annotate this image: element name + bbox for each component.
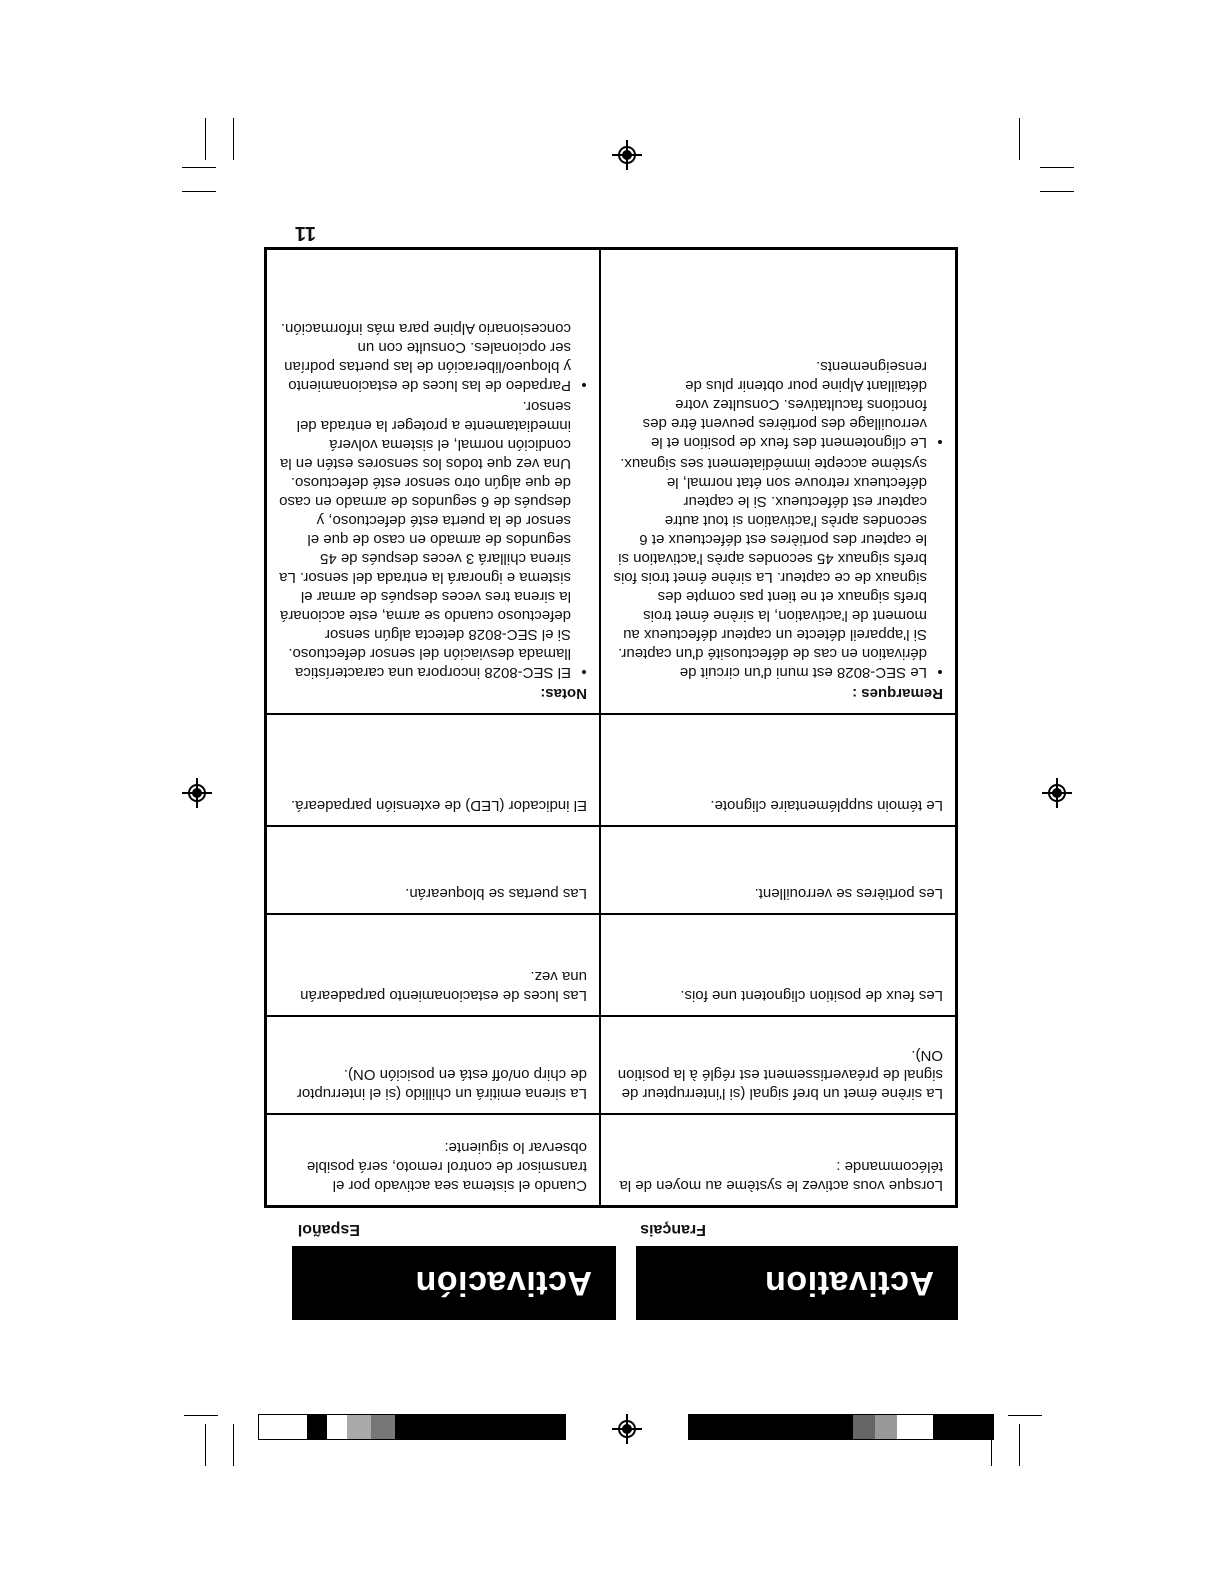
registration-mark-icon bbox=[182, 778, 212, 808]
crop-mark bbox=[1008, 1415, 1042, 1416]
table-row bbox=[266, 1017, 957, 1115]
section-title-es: Activación bbox=[415, 1264, 592, 1302]
notes-list-fr bbox=[613, 358, 943, 683]
color-bar bbox=[688, 1414, 994, 1440]
cell-es: Cuando el sistema sea activado por el transmisor de control remoto, será posible observar lo siguiente: bbox=[266, 1115, 601, 1207]
list-item: • Le SEC-8028 est muni d'un circuit de dérivation en cas de défectuosité d'un capteur. Si l'appareil détecte un capteur défectueux au moment de l'activation, la sirène émet trois brefs signaux et ne tient pas compte des signaux de ce capteur. La sirène émet trois fois brefs signaux 45 secondes après l'activation si le capteur des portières est défectueux et 6 secondes après l'activation si tout autre capteur est défectueux. Si le capteur défectueux retrouve son état normal, le système accepte immédiatement ses signaux. bbox=[613, 455, 927, 683]
table-row bbox=[266, 827, 957, 915]
table-row bbox=[266, 1115, 957, 1207]
list-item: • Parpadeo de las luces de estacionamiento y bloqueo/liberación de las puertas podrían ser opcionales. Consulte con un concesionario Alpine para más información. bbox=[279, 320, 571, 396]
notes-title-fr: Remarques : bbox=[852, 685, 943, 703]
crop-mark bbox=[233, 118, 234, 160]
table-row bbox=[266, 249, 957, 715]
cell-es: La sirena emitirá un chillido (si el interruptor de chirp on/off está en posición ON). bbox=[266, 1017, 601, 1115]
cell-fr: Lorsque vous activez le système au moyen de la télécommande : bbox=[600, 1115, 957, 1207]
registration-mark-icon bbox=[612, 1414, 642, 1444]
notes-title-es: Notas: bbox=[540, 685, 587, 703]
crop-mark bbox=[1019, 1424, 1020, 1466]
list-item: • El SEC-8028 incorpora una característica llamada desviación del sensor defectuoso. Si el SEC-8028 detecta algún sensor defectuoso cuando se arma, este accionará la sirena tres veces después de armar el sistema e ignorará la entrada del sensor. La sirena chillará 3 veces después de 45 segundos de armado en caso de que el sensor de la puerta esté defectuoso, y después de 6 segundos de armado en caso de que algún otro sensor esté defectuoso. Una vez que todos los sensores estén en la condición normal, el sistema volverá inmediatamente a proteger la entrada del sensor. bbox=[279, 398, 571, 683]
language-label-es: Español bbox=[297, 1221, 360, 1238]
section-banner-es bbox=[292, 1246, 616, 1320]
crop-mark bbox=[205, 1424, 206, 1466]
cell-fr: Les portières se verrouillent. bbox=[600, 827, 957, 915]
registration-mark-icon bbox=[612, 140, 642, 170]
crop-mark bbox=[182, 167, 216, 168]
table-row bbox=[266, 915, 957, 1017]
crop-mark bbox=[1040, 191, 1074, 192]
notes-cell-es bbox=[266, 249, 601, 715]
cell-es: Las luces de estacionamiento parpadearán una vez. bbox=[266, 915, 601, 1017]
cell-fr: Les feux de position clignotent une fois. bbox=[600, 915, 957, 1017]
crop-mark bbox=[205, 118, 206, 160]
notes-list-es bbox=[279, 320, 587, 683]
cell-es: Las puertas se bloquearán. bbox=[266, 827, 601, 915]
crop-mark bbox=[1040, 167, 1074, 168]
activation-table bbox=[264, 247, 958, 1208]
cell-fr: La sirène émet un bref signal (si l'interrupteur de signal de préavertissement est réglé à la position ON). bbox=[600, 1017, 957, 1115]
section-banner-fr bbox=[636, 1246, 958, 1320]
table-row bbox=[266, 715, 957, 827]
crop-mark bbox=[1019, 118, 1020, 160]
crop-mark bbox=[233, 1424, 234, 1466]
crop-mark bbox=[184, 1415, 218, 1416]
registration-mark-icon bbox=[1042, 778, 1072, 808]
crop-mark bbox=[182, 191, 216, 192]
cell-es: El indicador (LED) de extensión parpadeará. bbox=[266, 715, 601, 827]
page-number: 11 bbox=[294, 222, 316, 244]
section-title-fr: Activation bbox=[764, 1264, 934, 1302]
color-bar bbox=[258, 1414, 566, 1440]
cell-fr: Le témoin supplémentaire clignote. bbox=[600, 715, 957, 827]
language-label-fr: Français bbox=[640, 1221, 706, 1238]
notes-cell-fr bbox=[600, 249, 957, 715]
list-item: • Le clignotement des feux de position et le verrouillage des portières peuvent être des fonctions facultatives. Consultez votre détaillant Alpine pour obtenir plus de renseignements. bbox=[613, 358, 927, 453]
